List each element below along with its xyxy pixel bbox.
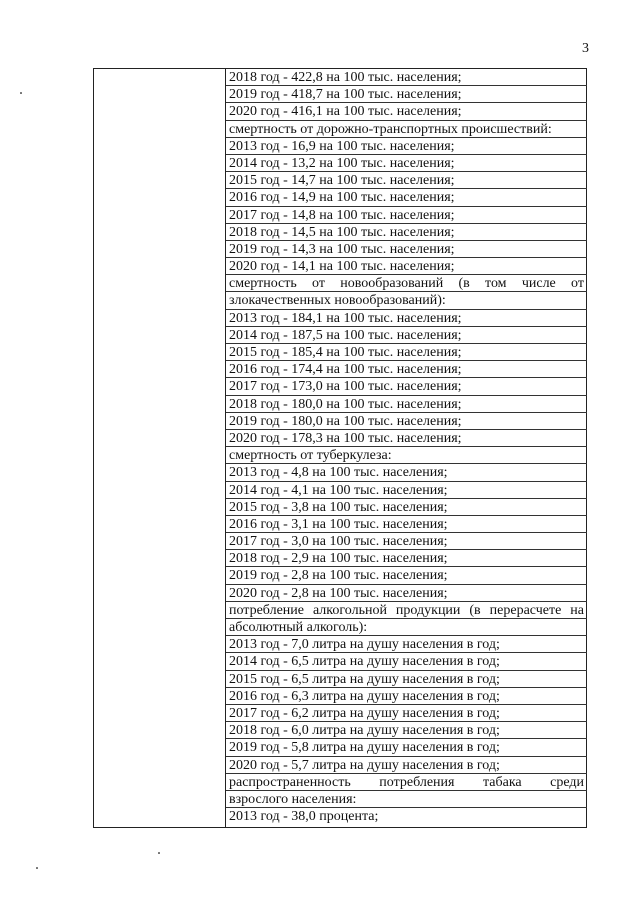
text-line: 2014 год - 187,5 на 100 тыс. населения; bbox=[226, 327, 587, 344]
text-line: 2014 год - 6,5 литра на душу населения в год; bbox=[226, 653, 587, 670]
text-line: смертность от туберкулеза: bbox=[226, 447, 587, 464]
text-line: 2017 год - 6,2 литра на душу населения в год; bbox=[226, 705, 587, 722]
text-line: 2020 год - 14,1 на 100 тыс. населения; bbox=[226, 258, 587, 275]
text-line: 2015 год - 6,5 литра на душу населения в год; bbox=[226, 671, 587, 688]
table-left-cell bbox=[94, 69, 225, 827]
text-line: взрослого населения: bbox=[226, 791, 587, 808]
text-line: 2015 год - 3,8 на 100 тыс. населения; bbox=[226, 499, 587, 516]
text-line: 2013 год - 38,0 процента; bbox=[229, 809, 379, 825]
text-line: 2020 год - 416,1 на 100 тыс. населения; bbox=[226, 103, 587, 120]
text-line: 2019 год - 14,3 на 100 тыс. населения; bbox=[226, 241, 587, 258]
document-table bbox=[93, 68, 587, 828]
text-line: 2013 год - 4,8 на 100 тыс. населения; bbox=[226, 464, 587, 481]
text-line: смертность от новообразований (в том числе от bbox=[226, 275, 587, 292]
scan-speck bbox=[36, 867, 38, 869]
page-number: 3 bbox=[582, 41, 589, 56]
text-line: 2020 год - 178,3 на 100 тыс. населения; bbox=[226, 430, 587, 447]
text-line: 2015 год - 14,7 на 100 тыс. населения; bbox=[226, 172, 587, 189]
text-line: 2018 год - 6,0 литра на душу населения в год; bbox=[226, 722, 587, 739]
scan-speck bbox=[158, 852, 160, 854]
text-line: 2016 год - 174,4 на 100 тыс. населения; bbox=[226, 361, 587, 378]
text-line: 2015 год - 185,4 на 100 тыс. населения; bbox=[226, 344, 587, 361]
text-line: 2013 год - 184,1 на 100 тыс. населения; bbox=[226, 310, 587, 327]
text-line: 2018 год - 14,5 на 100 тыс. населения; bbox=[226, 224, 587, 241]
text-line: 2019 год - 180,0 на 100 тыс. населения; bbox=[226, 413, 587, 430]
text-line: 2020 год - 5,7 литра на душу населения в год; bbox=[226, 757, 587, 774]
text-line: 2014 год - 4,1 на 100 тыс. населения; bbox=[226, 482, 587, 499]
text-line: 2016 год - 6,3 литра на душу населения в год; bbox=[226, 688, 587, 705]
scan-speck bbox=[20, 92, 22, 94]
text-line: 2018 год - 180,0 на 100 тыс. населения; bbox=[226, 396, 587, 413]
text-line: 2017 год - 173,0 на 100 тыс. населения; bbox=[226, 378, 587, 395]
text-line: 2019 год - 418,7 на 100 тыс. населения; bbox=[226, 86, 587, 103]
text-line: 2013 год - 7,0 литра на душу населения в год; bbox=[226, 636, 587, 653]
text-line: 2018 год - 422,8 на 100 тыс. населения; bbox=[226, 69, 587, 86]
text-line: 2016 год - 3,1 на 100 тыс. населения; bbox=[226, 516, 587, 533]
text-line: 2019 год - 5,8 литра на душу населения в год; bbox=[226, 739, 587, 756]
text-line: 2016 год - 14,9 на 100 тыс. населения; bbox=[226, 189, 587, 206]
text-line: распространенность потребления табака среди bbox=[226, 774, 587, 791]
text-line: 2014 год - 13,2 на 100 тыс. населения; bbox=[226, 155, 587, 172]
text-line: злокачественных новообразований): bbox=[226, 292, 587, 309]
text-line: абсолютный алкоголь): bbox=[226, 619, 587, 636]
text-line: 2013 год - 16,9 на 100 тыс. населения; bbox=[226, 138, 587, 155]
text-line: 2017 год - 14,8 на 100 тыс. населения; bbox=[226, 207, 587, 224]
text-line: 2020 год - 2,8 на 100 тыс. населения; bbox=[226, 585, 587, 602]
text-line: 2017 год - 3,0 на 100 тыс. населения; bbox=[226, 533, 587, 550]
text-line: 2019 год - 2,8 на 100 тыс. населения; bbox=[226, 567, 587, 584]
text-line: потребление алкогольной продукции (в перерасчете на bbox=[226, 602, 587, 619]
text-line: 2018 год - 2,9 на 100 тыс. населения; bbox=[226, 550, 587, 567]
table-right-cell bbox=[226, 69, 587, 825]
text-line: смертность от дорожно-транспортных происшествий: bbox=[226, 121, 587, 138]
